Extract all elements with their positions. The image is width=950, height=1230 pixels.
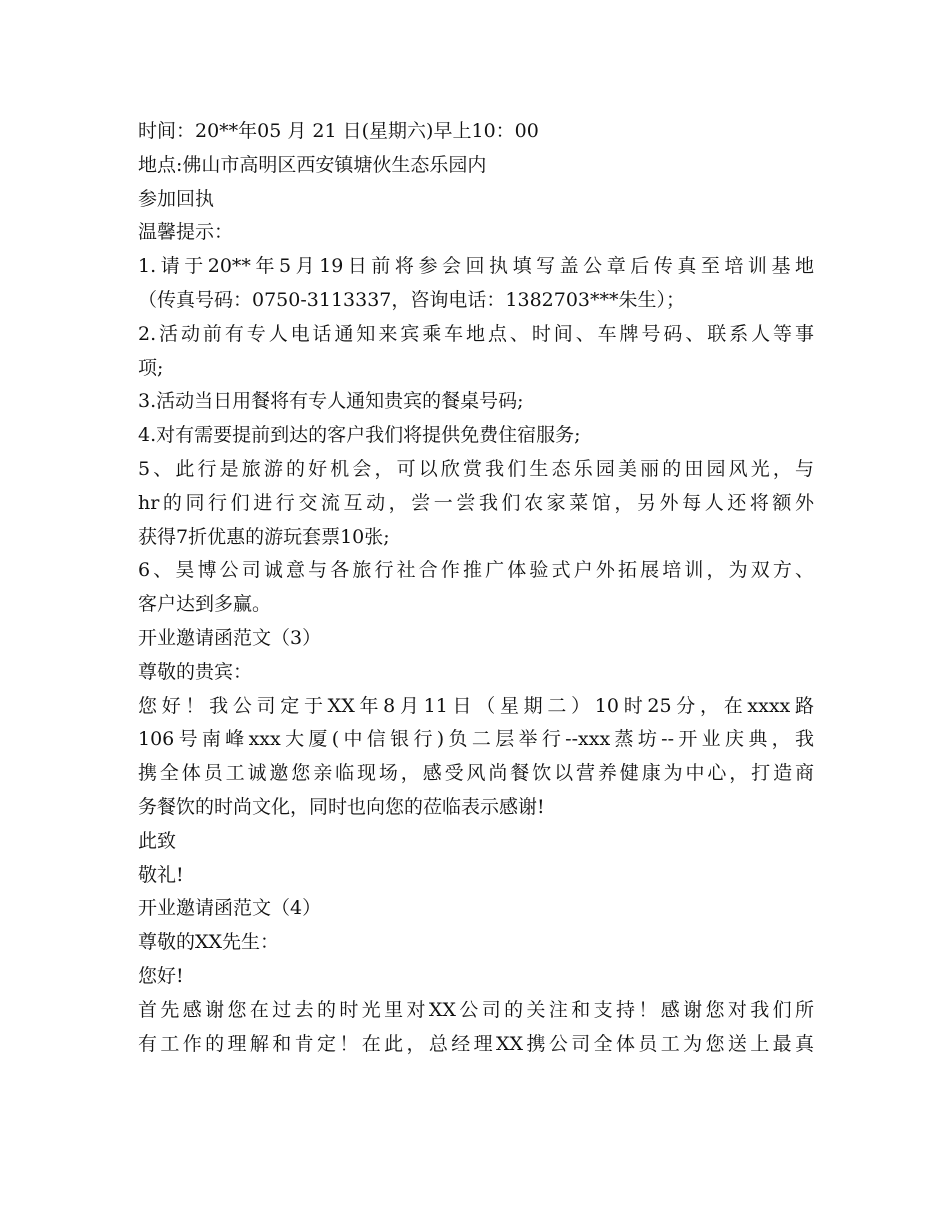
sample-3-heading: 开业邀请函范文（3） <box>138 626 322 649</box>
sample-3-body-line-4: 务餐饮的时尚文化，同时也向您的莅临表示感谢! <box>138 795 545 818</box>
tip-4-line: 4.对有需要提前到达的客户我们将提供免费住宿服务; <box>138 424 581 447</box>
sample-4-body-line-2: 有工作的理解和肯定！在此，总经理XX携公司全体员工为您送上最真 <box>138 1032 814 1055</box>
sample-4-body-line-1: 首先感谢您在过去的时光里对XX公司的关注和支持！感谢您对我们所 <box>138 998 814 1021</box>
closing-ci-zhi: 此致 <box>138 829 177 852</box>
tip-3-line: 3.活动当日用餐将有专人通知贵宾的餐桌号码; <box>138 390 524 413</box>
sample-3-salutation: 尊敬的贵宾： <box>138 660 253 683</box>
tips-heading: 温馨提示： <box>138 221 234 244</box>
tip-5-line-2: hr的同行们进行交流互动，尝一尝我们农家菜馆，另外每人还将额外 <box>138 491 814 514</box>
tip-2-line-2: 项; <box>138 356 164 379</box>
sample-3-body-line-2: 106号南峰xxx大厦(中信银行)负二层举行--xxx蒸坊--开业庆典，我 <box>138 728 814 751</box>
document-page <box>138 115 814 1061</box>
sample-4-greeting: 您好! <box>138 964 184 987</box>
tip-5-line-1: 5、此行是旅游的好机会，可以欣赏我们生态乐园美丽的田园风光，与 <box>138 457 814 480</box>
tip-5-line-3: 获得7折优惠的游玩套票10张; <box>138 525 390 548</box>
tip-1-line-2: （传真号码：0750-3113337，咨询电话：1382703***朱生）； <box>138 288 686 311</box>
tip-6-line-2: 客户达到多赢。 <box>138 593 272 616</box>
tip-6-line-1: 6、昊博公司诚意与各旅行社合作推广体验式户外拓展培训，为双方、 <box>138 559 814 582</box>
event-location-line: 地点:佛山市高明区西安镇塘伙生态乐园内 <box>138 153 487 176</box>
sample-3-body-line-1: 您好！我公司定于XX年8月11日（星期二）10时25分，在xxxx路 <box>138 694 814 717</box>
tip-2-line-1: 2.活动前有专人电话通知来宾乘车地点、时间、车牌号码、联系人等事 <box>138 322 814 345</box>
rsvp-heading: 参加回执 <box>138 187 215 210</box>
sample-3-body-line-3: 携全体员工诚邀您亲临现场，感受风尚餐饮以营养健康为中心，打造商 <box>138 762 814 785</box>
sample-4-heading: 开业邀请函范文（4） <box>138 897 322 920</box>
event-time-line: 时间：20**年05 月 21 日(星期六)早上10：00 <box>138 120 539 142</box>
sample-4-salutation: 尊敬的XX先生： <box>138 931 280 954</box>
tip-1-line-1: 1.请于20**年5月19日前将参会回执填写盖公章后传真至培训基地 <box>138 255 814 278</box>
closing-jing-li: 敬礼! <box>138 863 184 886</box>
